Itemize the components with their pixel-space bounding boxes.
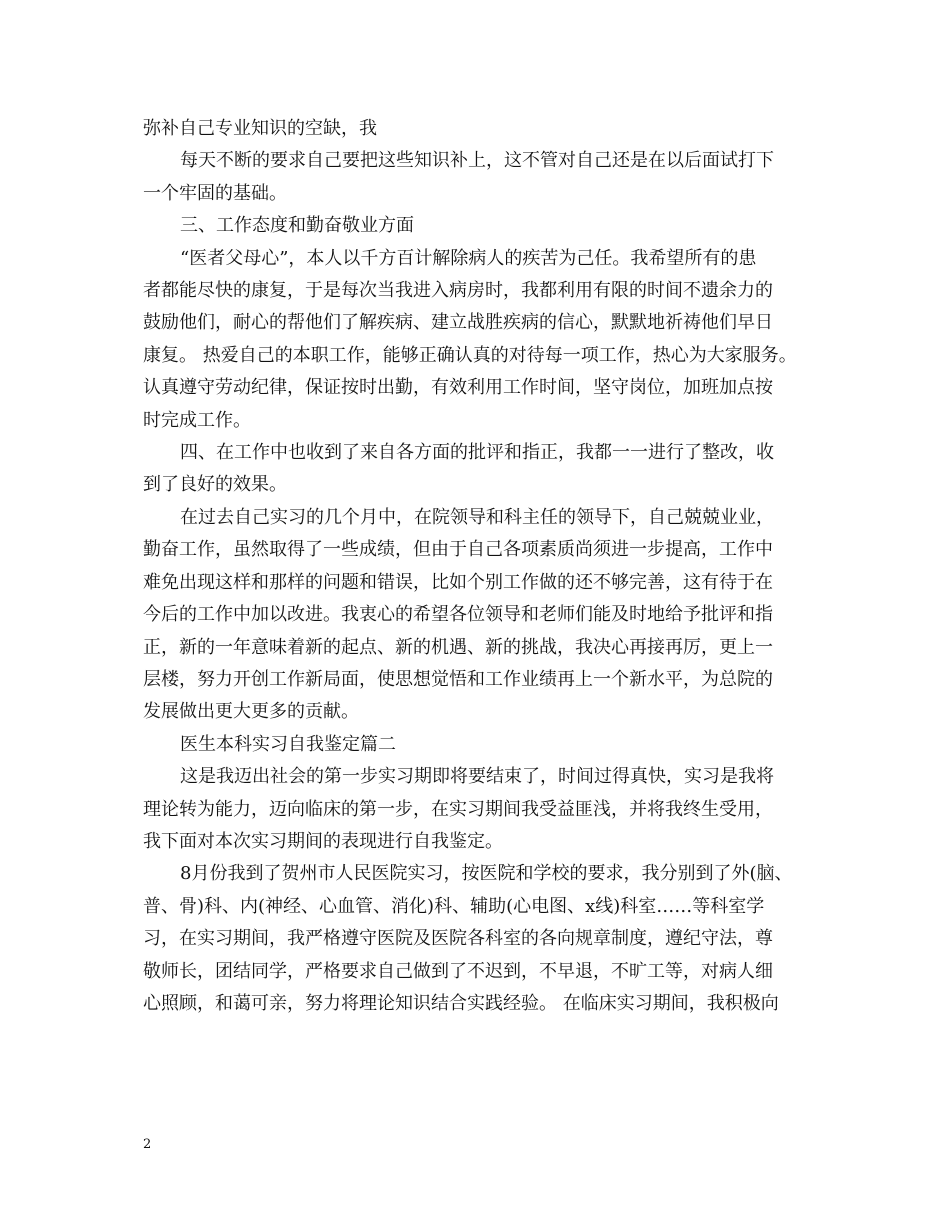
- text-line: 一个牢固的基础。: [143, 182, 287, 204]
- text-line: 今后的工作中加以改进。我衷心的希望各位领导和老师们能及时地给予批评和指: [143, 604, 773, 626]
- page-number: 2: [143, 1137, 152, 1152]
- text-line: 医生本科实习自我鉴定篇二: [180, 733, 396, 755]
- text-line: 三、工作态度和勤奋敬业方面: [180, 215, 414, 237]
- text-line: 层楼，努力开创工作新局面，使思想觉悟和工作业绩再上一个新水平，为总院的: [143, 668, 773, 690]
- text-line: 8月份我到了贺州市人民医院实习，按医院和学校的要求，我分别到了外(脑、: [180, 863, 793, 885]
- text-line: 每天不断的要求自己要把这些知识补上，这不管对自己还是在以后面试打下: [180, 150, 774, 172]
- text-line: 弥补自己专业知识的空缺，我: [143, 118, 377, 139]
- document-body: [143, 113, 815, 1020]
- text-line: 者都能尽快的康复，于是每次当我进入病房时，我都利用有限的时间不遗余力的: [143, 280, 773, 302]
- text-line: 我下面对本次实习期间的表现进行自我鉴定。: [143, 830, 503, 852]
- text-line: 这是我迈出社会的第一步实习期即将要结束了，时间过得真快，实习是我将: [180, 766, 774, 788]
- text-line: 正，新的一年意味着新的起点、新的机遇、新的挑战，我决心再接再厉，更上一: [143, 636, 773, 658]
- text-line: 勤奋工作，虽然取得了一些成绩，但由于自己各项素质尚须进一步提高，工作中: [143, 539, 773, 561]
- text-line: “医者父母心”，本人以千方百计解除病人的疾苦为己任。我希望所有的患: [180, 247, 757, 269]
- text-line: 发展做出更大更多的贡献。: [143, 701, 359, 723]
- text-line: 康复。 热爱自己的本职工作，能够正确认真的对待每一项工作，热心为大家服务。: [143, 344, 797, 366]
- text-line: 心照顾，和蔼可亲，努力将理论知识结合实践经验。 在临床实习期间，我积极向: [143, 992, 779, 1014]
- text-line: 到了良好的效果。: [143, 474, 287, 496]
- text-line: 理论转为能力，迈向临床的第一步，在实习期间我受益匪浅，并将我终生受用，: [143, 798, 773, 820]
- text-line: 鼓励他们，耐心的帮他们了解疾病、建立战胜疾病的信心，默默地祈祷他们早日: [143, 312, 773, 334]
- text-line: 时完成工作。: [143, 409, 251, 431]
- text-line: 难免出现这样和那样的问题和错误，比如个别工作做的还不够完善，这有待于在: [143, 571, 773, 593]
- text-line: 认真遵守劳动纪律，保证按时出勤，有效利用工作时间，坚守岗位，加班加点按: [143, 377, 773, 399]
- text-line: 普、骨)科、内(神经、心血管、消化)科、辅助(心电图、x线)科室……等科室学: [143, 895, 765, 917]
- text-line: 四、在工作中也收到了来自各方面的批评和指正，我都一一进行了整改，收: [180, 442, 774, 464]
- text-line: 习，在实习期间，我严格遵守医院及医院各科室的各向规章制度，遵纪守法，尊: [143, 928, 773, 950]
- text-line: 敬师长，团结同学，严格要求自己做到了不迟到，不早退，不旷工等，对病人细: [143, 960, 773, 982]
- text-line: 在过去自己实习的几个月中，在院领导和科主任的领导下，自己兢兢业业，: [180, 506, 774, 528]
